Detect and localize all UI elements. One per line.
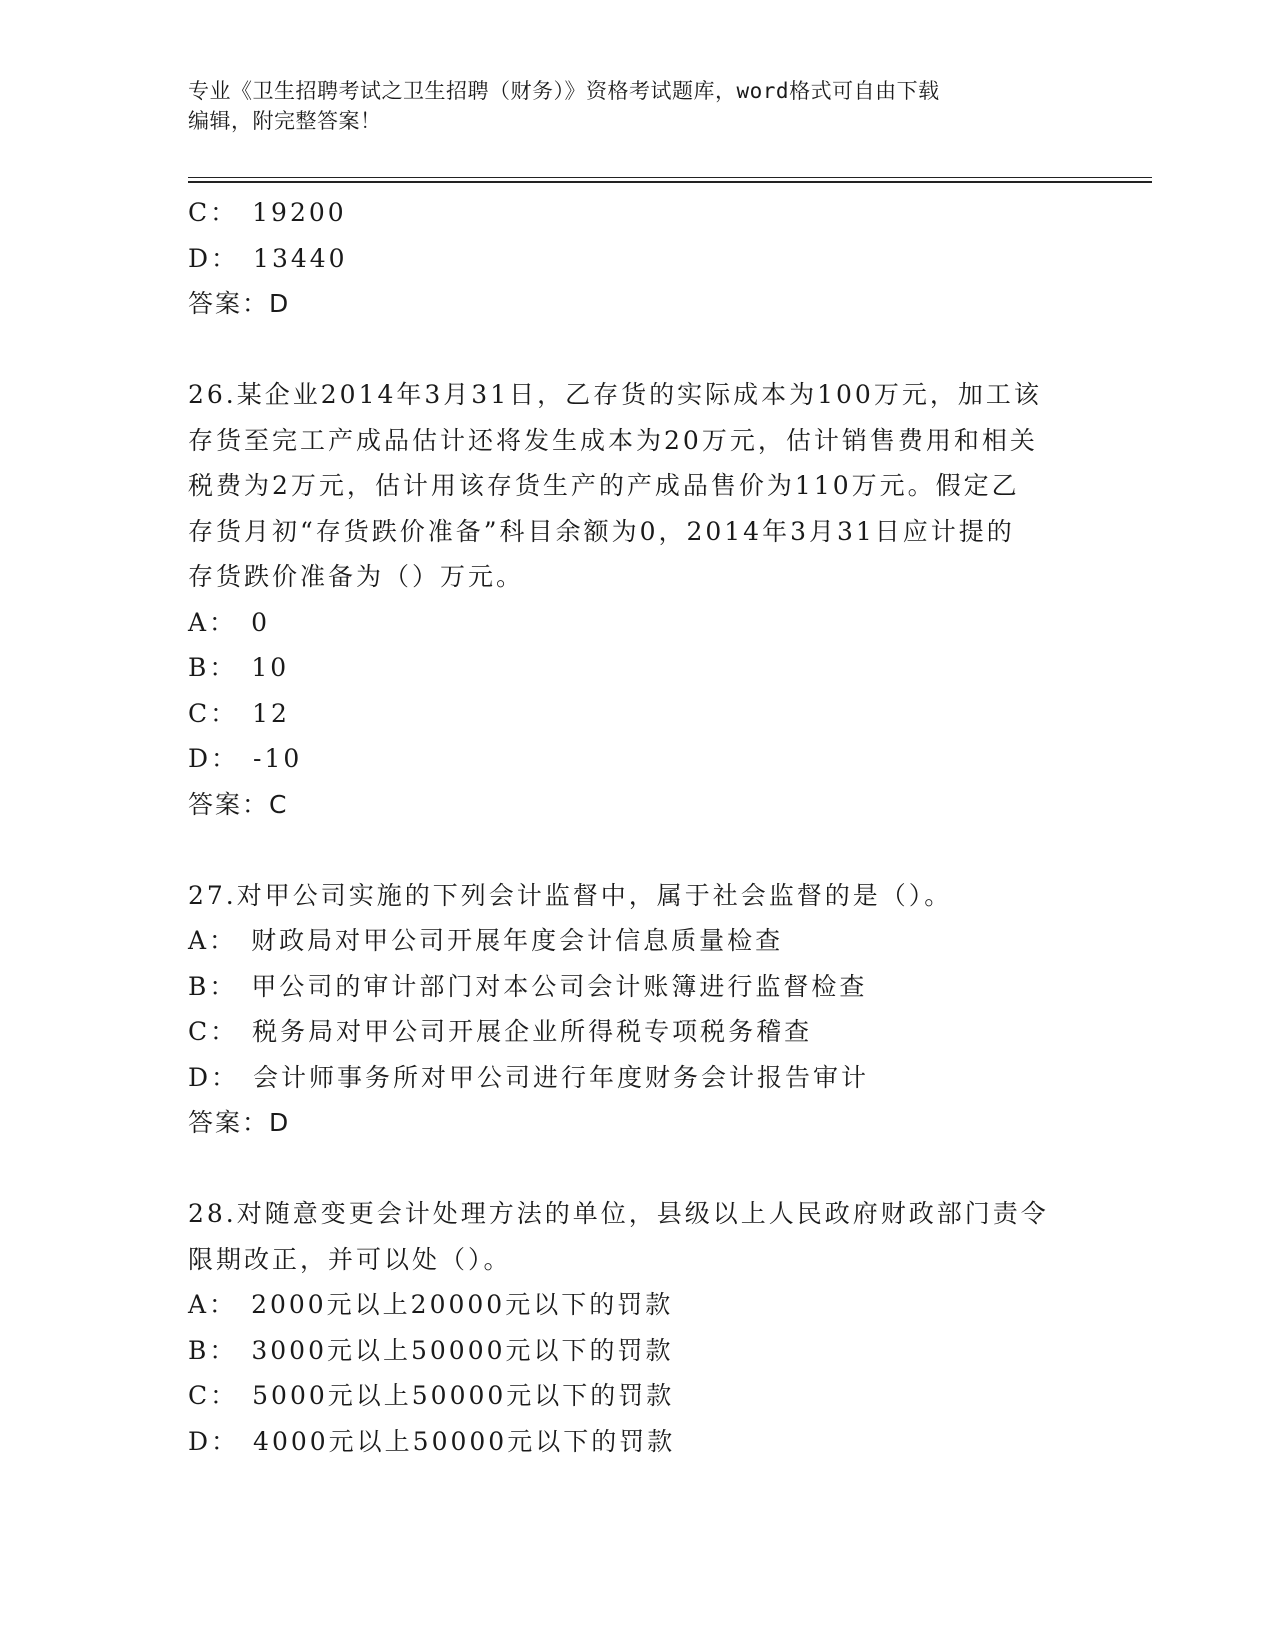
question-text-line: 28.对随意变更会计处理方法的单位，县级以上人民政府财政部门责令 xyxy=(188,1199,1049,1228)
option-a xyxy=(188,1282,1088,1328)
option-key: A： xyxy=(188,1290,238,1319)
option-key: B： xyxy=(188,653,238,682)
option-text: 甲公司的审计部门对本公司会计账簿进行监督检查 xyxy=(251,971,868,1001)
question-text-line: 26.某企业2014年3月31日，乙存货的实际成本为100万元，加工该 xyxy=(188,380,1042,409)
answer-line: 答案：D xyxy=(188,1108,291,1137)
option-text: 19200 xyxy=(252,198,347,227)
question-text-line: 限期改正，并可以处（）。 xyxy=(188,1244,512,1274)
option-key: D： xyxy=(188,243,240,273)
question-text-line: 存货月初“存货跌价准备”科目余额为0，2014年3月31日应计提的 xyxy=(188,516,1015,546)
option-key: D： xyxy=(188,744,240,773)
option-key: A： xyxy=(188,607,238,637)
spacer xyxy=(188,327,1088,373)
spacer xyxy=(188,1146,1088,1192)
option-b xyxy=(188,1328,1088,1374)
question-25 xyxy=(188,190,1088,327)
option-text: 税务局对甲公司开展企业所得税专项税务稽查 xyxy=(252,1017,813,1046)
option-text: 财政局对甲公司开展年度会计信息质量检查 xyxy=(251,926,784,955)
option-a xyxy=(188,918,1088,964)
option-d xyxy=(188,736,1088,782)
option-text: 2000元以上20000元以下的罚款 xyxy=(251,1290,674,1319)
option-c xyxy=(188,190,1088,236)
option-b xyxy=(188,964,1088,1010)
option-key: C： xyxy=(188,698,239,728)
option-key: B： xyxy=(188,1335,238,1365)
answer-line: 答案：D xyxy=(188,289,291,318)
question-text-line: 税费为2万元，估计用该存货生产的产成品售价为110万元。假定乙 xyxy=(188,471,1020,500)
question-text-line: 27.对甲公司实施的下列会计监督中，属于社会监督的是（）。 xyxy=(188,880,953,910)
option-key: A： xyxy=(188,926,238,955)
option-key: C： xyxy=(188,198,239,227)
question-text-line: 存货跌价准备为（）万元。 xyxy=(188,562,525,591)
option-text: 3000元以上50000元以下的罚款 xyxy=(251,1335,674,1365)
answer-line: 答案：C xyxy=(188,789,289,819)
header-divider-thin xyxy=(188,177,1152,178)
option-key: B： xyxy=(188,971,238,1001)
document-header xyxy=(188,76,1088,136)
option-text: 13440 xyxy=(253,243,348,273)
option-c xyxy=(188,691,1088,737)
option-key: C： xyxy=(188,1381,239,1410)
header-line-1: 专业《卫生招聘考试之卫生招聘（财务）》资格考试题库，word格式可自由下载 xyxy=(188,79,940,103)
option-key: C： xyxy=(188,1017,239,1046)
option-text: 4000元以上50000元以下的罚款 xyxy=(253,1426,676,1456)
header-divider-thick xyxy=(188,181,1152,183)
question-26 xyxy=(188,372,1088,827)
option-b xyxy=(188,645,1088,691)
header-line-2: 编辑，附完整答案！ xyxy=(188,109,382,133)
option-c xyxy=(188,1373,1088,1419)
question-text-line: 存货至完工产成品估计还将发生成本为20万元，估计销售费用和相关 xyxy=(188,425,1038,455)
option-text: -10 xyxy=(253,744,303,773)
option-c xyxy=(188,1009,1088,1055)
option-text: 12 xyxy=(252,698,290,728)
option-d xyxy=(188,236,1088,282)
option-text: 5000元以上50000元以下的罚款 xyxy=(252,1381,675,1410)
document-body xyxy=(188,190,1088,1464)
question-28 xyxy=(188,1191,1088,1464)
option-text: 0 xyxy=(251,607,270,637)
question-27 xyxy=(188,873,1088,1146)
option-a xyxy=(188,600,1088,646)
option-d xyxy=(188,1419,1088,1465)
option-text: 10 xyxy=(251,653,290,682)
option-key: D： xyxy=(188,1062,240,1092)
option-text: 会计师事务所对甲公司进行年度财务会计报告审计 xyxy=(253,1062,870,1092)
option-d xyxy=(188,1055,1088,1101)
option-key: D： xyxy=(188,1426,240,1456)
spacer xyxy=(188,827,1088,873)
